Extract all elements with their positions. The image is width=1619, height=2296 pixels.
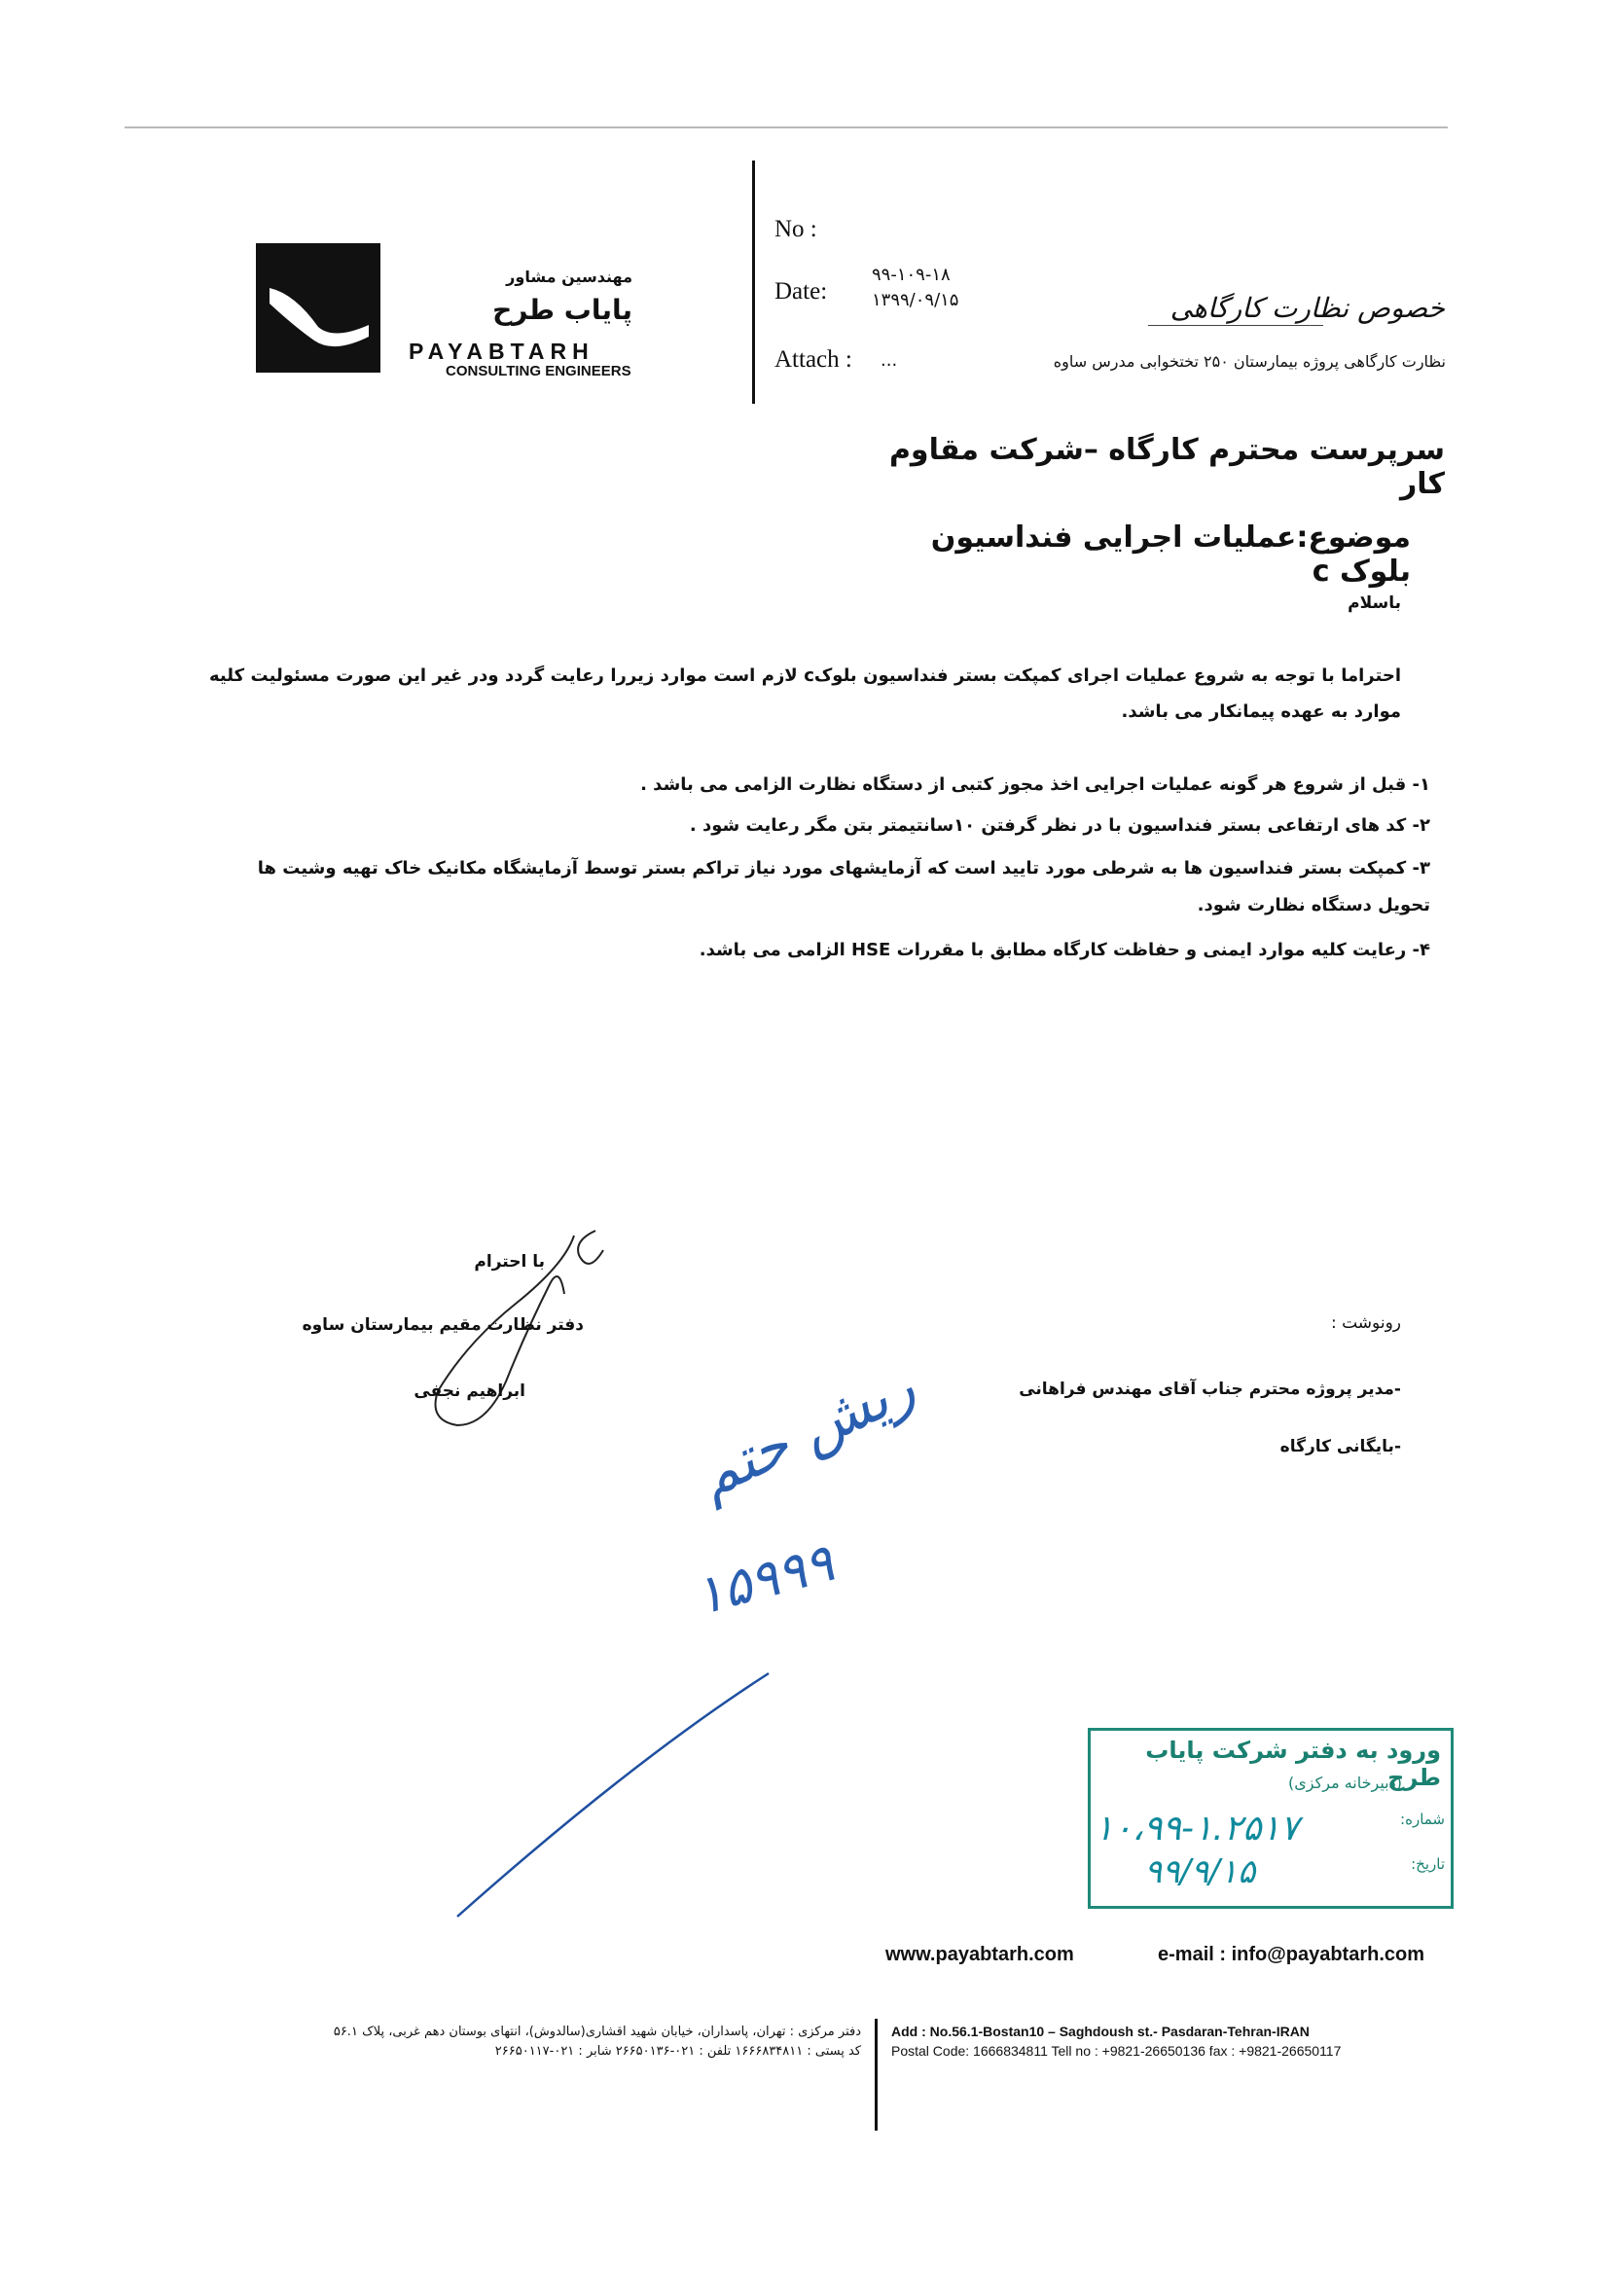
incoming-stamp xyxy=(1088,1728,1454,1909)
supervision-title: خصوص نظارت کارگاهی xyxy=(1169,292,1445,324)
top-divider xyxy=(125,126,1448,128)
greeting: باسلام xyxy=(1348,593,1401,613)
supervision-subtitle: نظارت کارگاهی پروژه بیمارستان ۲۵۰ تختخوابی مدرس ساوه xyxy=(1053,352,1446,371)
handwritten-note-text: ریش حتم xyxy=(687,1352,925,1512)
stamp-date-label: تاریخ: xyxy=(1411,1855,1445,1873)
addressee: سرپرست محترم کارگاه –شرکت مقاوم کار xyxy=(888,433,1445,501)
supervision-underline xyxy=(1148,325,1323,326)
list-item: ۴- رعایت کلیه موارد ایمنی و حفاظت کارگاه مطابق با مقررات HSE الزامی می باشد. xyxy=(699,940,1430,960)
list-item: ۲- کد های ارتفاعی بستر فنداسیون با در نظر گرفتن ۱۰سانتیمتر بتن مگر رعایت شود . xyxy=(689,815,1430,836)
website-link[interactable]: www.payabtarh.com xyxy=(885,1944,1074,1965)
closing-office: دفتر نظارت مقیم بیمارستان ساوه xyxy=(302,1315,584,1335)
closing-regards: با احترام xyxy=(474,1252,545,1272)
email-link[interactable]: e-mail : info@payabtarh.com xyxy=(1158,1944,1424,1965)
intro-paragraph: احتراما با توجه به شروع عملیات اجرای کمپکت بستر فنداسیون بلوکc لازم است موارد زیررا رعایت گردد ودر غیر این صورت مسئولیت کلیه موارد به عهده پیمانکار می باشد. xyxy=(209,665,1401,722)
stamp-date-value: ۹۹/۹/۱۵ xyxy=(1144,1852,1256,1891)
date-label: Date: xyxy=(774,278,828,305)
subject: موضوع:عملیات اجرایی فنداسیون بلوک c xyxy=(930,520,1411,589)
date-value xyxy=(872,263,958,313)
footer-address-fa: دفتر مرکزی : تهران، پاسداران، خیابان شهید اقشاری(سالدوش)، انتهای بوستان دهم غربی، پلاک ۵۶.۱ xyxy=(333,2025,861,2039)
stamp-subtitle: (دبیرخانه مرکزی) xyxy=(1288,1774,1402,1792)
footer-contact-fa: کد پستی : ۱۶۶۶۸۳۴۸۱۱ تلفن : ۰۲۱-۲۶۶۵۰۱۳۶ شابر : ۰۲۱-۲۶۶۵۰۱۱۷ xyxy=(494,2044,861,2059)
date-value-date: ۱۳۹۹/۰۹/۱۵ xyxy=(872,290,959,310)
header-divider xyxy=(752,161,755,404)
date-value-reference: ۹۹-۱۰۹-۱۸ xyxy=(872,265,951,285)
cc-item: -مدیر پروژه محترم جناب آقای مهندس فراهانی xyxy=(1019,1380,1401,1399)
no-label: No : xyxy=(774,216,817,242)
logo-consulting-fa: مهندسین مشاور xyxy=(506,268,632,286)
footer-divider xyxy=(875,2019,878,2131)
stamp-number-value: ۱۰،۹۹-۱.۲۵۱۷ xyxy=(1095,1809,1300,1848)
logo-name-en: PAYABTARH xyxy=(409,339,594,364)
cc-item: -بایگانی کارگاه xyxy=(1279,1437,1401,1456)
stamp-number-label: شماره: xyxy=(1400,1811,1445,1828)
stamp-title: ورود به دفتر شرکت پایاب طرح xyxy=(1145,1737,1441,1791)
cc-label: رونوشت : xyxy=(1330,1313,1401,1333)
closing-signer-name: ابراهیم نجفی xyxy=(414,1381,525,1401)
logo-name-fa: پایاب طرح xyxy=(492,294,632,326)
list-item: ۱- قبل از شروع هر گونه عملیات اجرایی اخذ مجوز کتبی از دستگاه نظارت الزامی می باشد . xyxy=(640,774,1430,795)
attach-label: Attach : xyxy=(774,346,852,373)
attach-value: ... xyxy=(881,350,898,371)
list-item: ۳- کمپکت بستر فنداسیون ها به شرطی مورد تایید است که آزمایشهای مورد نیاز تراکم بستر توسط آزمایشگاه مکانیک خاک تهیه وشیت ها تحویل دستگاه نظارت شود. xyxy=(257,858,1430,915)
footer-contact-en: Postal Code: 1666834811 Tell no : +9821-26650136 fax : +9821-26650117 xyxy=(891,2043,1342,2059)
footer-address-en: Add : No.56.1-Bostan10 – Saghdoush st.- Pasdaran-Tehran-IRAN xyxy=(891,2024,1310,2039)
payabtarh-logo xyxy=(256,243,380,373)
logo-consulting-en: CONSULTING ENGINEERS xyxy=(446,363,631,379)
handwritten-number: ۱۵۹۹۹ xyxy=(688,1531,841,1628)
handwritten-note xyxy=(438,1343,944,1926)
